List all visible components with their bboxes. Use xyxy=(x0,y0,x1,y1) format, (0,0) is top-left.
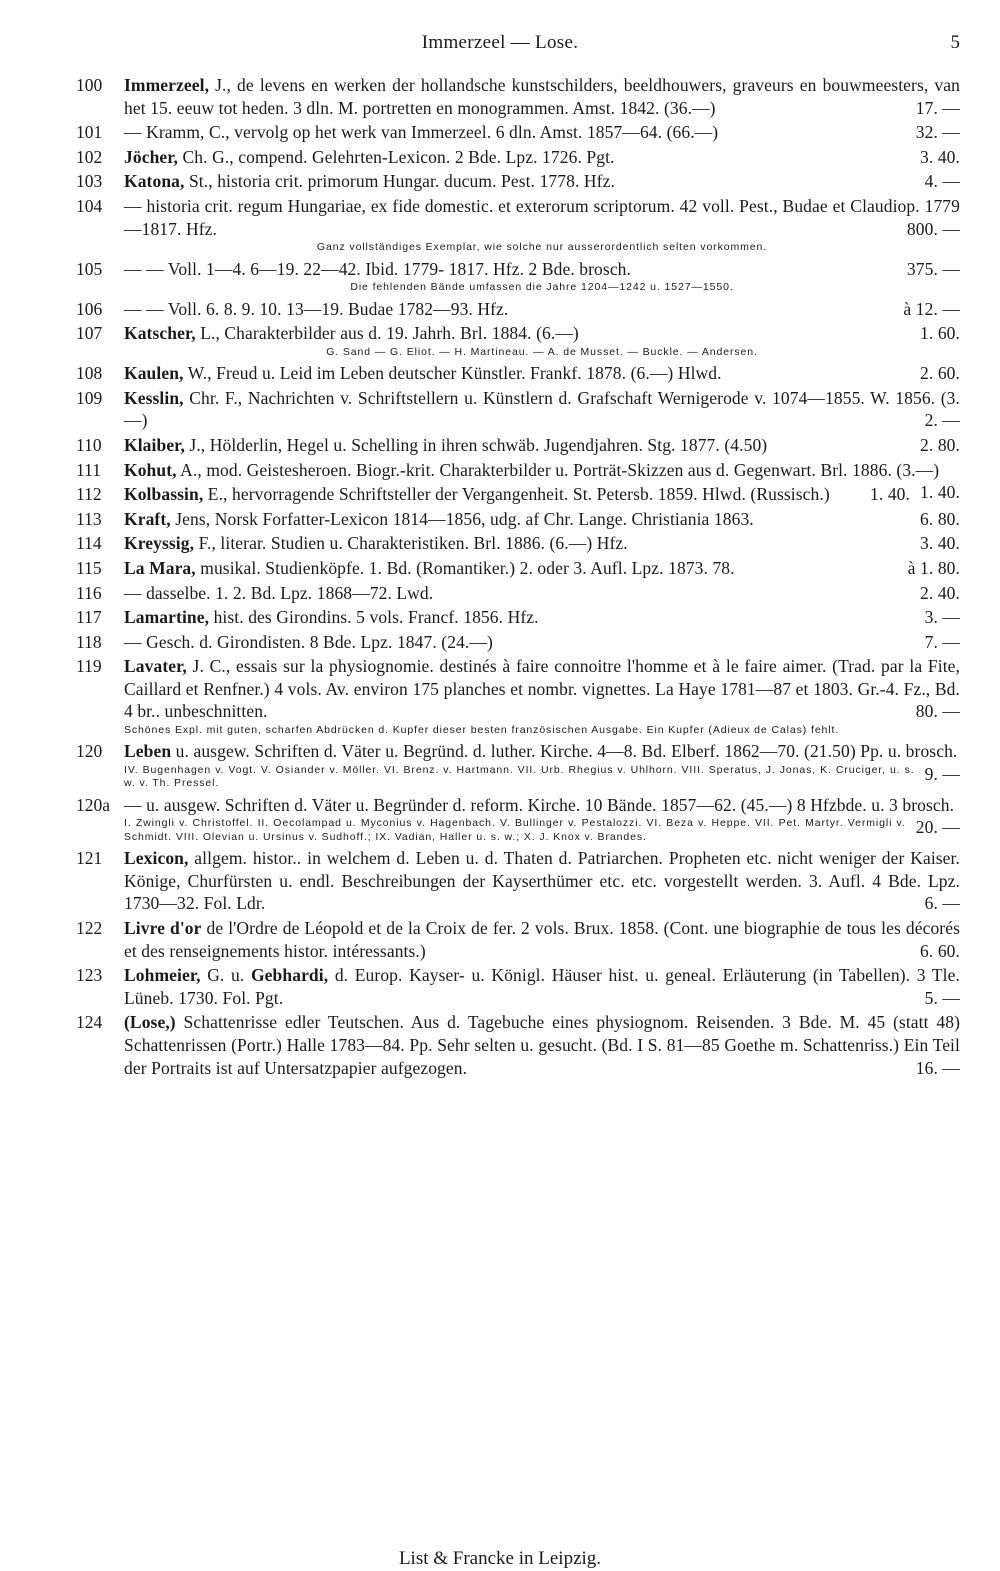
entry-author: Kohut, xyxy=(124,459,177,480)
entry-number: 100 xyxy=(76,75,103,95)
page-number: 5 xyxy=(950,32,960,53)
entry-note: Ganz vollständiges Exemplar, wie solche nur ausserordentlich selten vorkommen. xyxy=(316,241,768,254)
entry-price: 4. — xyxy=(924,171,960,192)
entry-text xyxy=(124,532,960,555)
entry-description: J., de levens en werken der hollandsche kunstschilders, beeldhouwers, graveurs en bouwmeesters, van het 15. eeuw tot heden. 3 dln. M. portretten en monogrammen. Amst. 1842. (36.—) xyxy=(124,75,960,118)
catalog-entry xyxy=(76,631,960,654)
entry-price: 17. — xyxy=(915,97,960,118)
entry-note: Schönes Expl. mit guten, scharfen Abdrücken d. Kupfer dieser besten französischen Ausgabe. Ein Kupfer (Adieux de Calas) fehlt. xyxy=(124,724,840,737)
entry-price: 2. 80. xyxy=(920,434,960,455)
entry-author: Lavater, xyxy=(124,656,187,677)
entry-author: Katscher, xyxy=(124,323,196,344)
catalog-entries xyxy=(76,74,960,1081)
entry-number: 110 xyxy=(76,434,102,455)
catalog-entry xyxy=(76,917,960,962)
entry-author: Lamartine, xyxy=(124,607,210,628)
entry-author: Lohmeier, xyxy=(124,965,201,986)
entry-author: Leben xyxy=(124,741,172,762)
entry-text xyxy=(124,258,960,281)
catalog-entry xyxy=(76,258,960,295)
entry-text xyxy=(124,508,960,531)
entry-number: 113 xyxy=(76,508,102,529)
entry-number: 105 xyxy=(76,258,103,279)
entry-author: Kolbassin, xyxy=(124,484,204,505)
entry-description: Chr. F., Nachrichten v. Schriftstellern u. Künstlern d. Grafschaft Wernigerode v. 1074—1855. W. 1856. (3.—) xyxy=(124,387,960,431)
entry-description: — — Voll. 6. 8. 9. 10. 13—19. Budae 1782—93. Hfz. xyxy=(124,298,509,319)
entry-price: 16. — xyxy=(915,1057,960,1078)
entry-author: Jöcher, xyxy=(124,146,179,167)
entry-text xyxy=(124,917,960,962)
entry-number: 118 xyxy=(76,631,102,652)
entry-number: 119 xyxy=(76,656,102,677)
entry-description: — — Voll. 1—4. 6—19. 22—42. Ibid. 1779- 1817. Hfz. 2 Bde. brosch. xyxy=(124,258,632,279)
entry-text xyxy=(124,964,960,1009)
entry-price: 2. 60. xyxy=(920,363,960,384)
entry-price: à 12. — xyxy=(903,298,960,319)
entry-author: Immerzeel, xyxy=(124,75,210,95)
catalog-entry xyxy=(76,170,960,193)
catalog-entry xyxy=(76,1011,960,1079)
entry-price: 20. — xyxy=(915,817,960,838)
entry-number: 112 xyxy=(76,484,102,505)
entry-description: L., Charakterbilder aus d. 19. Jahrh. Brl. 1884. (6.—) xyxy=(195,323,579,344)
entry-coauthor: Gebhardi, xyxy=(250,965,329,986)
entry-text xyxy=(124,387,960,432)
entry-price: 6. 60. xyxy=(920,940,960,961)
entry-text xyxy=(124,606,960,629)
catalog-entry xyxy=(76,557,960,580)
entry-price: 3. 40. xyxy=(920,146,960,167)
entry-number: 122 xyxy=(76,918,103,939)
entry-text xyxy=(124,557,960,580)
entry-text xyxy=(124,582,960,605)
entry-description: Schattenrisse edler Teutschen. Aus d. Tagebuche eines physiognom. Reisenden. 3 Bde. M. 45 (statt 48) Schattenrissen (Portr.) Halle 1783—84. Pp. Sehr selten u. gesucht. (Bd. I S. 81—85 Goethe m. Schattenriss.) Ein Teil der Portraits ist auf Untersatzpapier aufgezogen. xyxy=(124,1012,960,1078)
catalog-entry xyxy=(76,847,960,915)
entry-text xyxy=(124,298,960,321)
entry-description: de l'Ordre de Léopold et de la Croix de fer. 2 vols. Brux. 1858. (Cont. une biographie de tous les décorés et des renseignements histor. intéressants.) xyxy=(124,918,960,961)
entry-note: G. Sand — G. Eliot. — H. Martineau. — A. de Musset. — Buckle. — Andersen. xyxy=(326,345,758,358)
entry-author: Lexicon, xyxy=(124,848,189,869)
entry-number: 103 xyxy=(76,171,103,192)
catalog-entry xyxy=(76,740,960,790)
entry-author: Kreyssig, xyxy=(124,533,195,554)
entry-description: G. u. xyxy=(200,965,251,986)
entry-text xyxy=(124,170,960,193)
entry-text xyxy=(124,322,960,345)
entry-description: allgem. histor.. in welchem d. Leben u. d. Thaten d. Patriarchen. Propheten etc. nicht weniger der Kaiser. Könige, Churfürsten u. endl. Beschreibungen der Kayserthümer etc. etc. vorgestellt werden. 3. Aufl. 4 Bde. Lpz. 1730—32. Fol. Ldr. xyxy=(124,848,960,914)
entry-description-cont: d. Europ. Kayser- u. Königl. Häuser hist. u. geneal. Erläuterung (in Tabellen). 3 Tle. Lüneb. 1730. Fol. Pgt. xyxy=(124,965,960,1008)
entry-number: 109 xyxy=(76,387,103,408)
entry-number: 116 xyxy=(76,582,102,603)
entry-price: 375. — xyxy=(906,258,960,279)
catalog-entry xyxy=(76,362,960,385)
entry-description: — Kramm, C., vervolg op het werk van Immerzeel. 6 dln. Amst. 1857—64. (66.—) xyxy=(124,122,719,143)
entry-price: 2. 40. xyxy=(920,582,960,603)
entry-text xyxy=(124,362,960,385)
entry-price: 1. 40. xyxy=(920,482,960,503)
entry-price: 80. — xyxy=(915,701,960,722)
running-header xyxy=(0,32,1000,56)
entry-author: Kesslin, xyxy=(124,387,184,408)
entry-description: hist. des Girondins. 5 vols. Francf. 1856. Hfz. xyxy=(209,607,539,628)
entry-price: 5. — xyxy=(924,987,960,1008)
entry-description: W., Freud u. Leid im Leben deutscher Künstler. Frankf. 1878. (6.—) Hlwd. xyxy=(183,363,722,384)
entry-number: 114 xyxy=(76,533,102,554)
entry-price: 6. 80. xyxy=(920,508,960,529)
entry-number: 123 xyxy=(76,965,103,986)
entry-number: 107 xyxy=(76,323,103,344)
entry-number: 111 xyxy=(76,459,101,480)
entry-author: Livre d'or xyxy=(124,918,202,939)
catalog-entry xyxy=(76,582,960,605)
entry-price: 3. — xyxy=(924,607,960,628)
entry-description: A., mod. Geistesheroen. Biogr.-krit. Charakterbilder u. Porträt-Skizzen aus d. Gegenwart. Brl. 1886. (3.—) xyxy=(176,459,940,480)
catalog-entry xyxy=(76,606,960,629)
entry-description: St., historia crit. primorum Hungar. ducum. Pest. 1778. Hfz. xyxy=(184,171,615,192)
catalog-entry xyxy=(76,74,960,119)
entry-description: u. ausgew. Schriften d. Väter u. Begründ. d. luther. Kirche. 4—8. Bd. Elberf. 1862—70. (21.50) Pp. u. brosch. xyxy=(171,741,958,762)
catalog-entry xyxy=(76,964,960,1009)
entry-note: I. Zwingli v. Christoffel. II. Oecolampad u. Myconius v. Hagenbach. V. Bullinger v. Pestalozzi. VI. Beza v. Heppe. VII. Pet. Martyr. Vermigli v. Schmidt. VIII. Olevian u. Ursinus v. Sudhoff.; IX. Vadian, Haller u. s. w.; X. J. Knox v. Brandes. xyxy=(124,817,906,843)
entry-text xyxy=(124,74,960,119)
entry-price: 2. — xyxy=(924,410,960,431)
publisher-footer: List & Francke in Leipzig. xyxy=(398,1548,602,1569)
catalog-entry xyxy=(76,146,960,169)
entry-text xyxy=(124,434,960,457)
entry-text xyxy=(124,483,960,506)
entry-author: Klaiber, xyxy=(124,434,185,455)
entry-number: 102 xyxy=(76,146,103,167)
entry-text xyxy=(124,195,960,240)
entry-author: (Lose,) xyxy=(124,1012,176,1033)
entry-price: 7. — xyxy=(924,631,960,652)
entry-description: musikal. Studienköpfe. 1. Bd. (Romantiker.) 2. oder 3. Aufl. Lpz. 1873. 78. xyxy=(195,557,735,578)
entry-number: 117 xyxy=(76,607,102,628)
entry-number: 121 xyxy=(76,848,103,869)
entry-description: — Gesch. d. Girondisten. 8 Bde. Lpz. 1847. (24.—) xyxy=(124,631,493,652)
catalog-entry xyxy=(76,387,960,432)
catalog-entry xyxy=(76,322,960,359)
entry-price: 32. — xyxy=(915,122,960,143)
entry-author: Kraft, xyxy=(124,508,171,529)
entry-price: 9. — xyxy=(924,764,960,785)
entry-number: 106 xyxy=(76,298,103,319)
entry-author: La Mara, xyxy=(124,557,196,578)
page-title: Immerzeel — Lose. xyxy=(421,32,579,53)
entry-description: — historia crit. regum Hungariae, ex fide domestic. et exterorum scriptorum. 42 voll. Pest., Budae et Claudiop. 1779—1817. Hfz. xyxy=(124,195,960,239)
entry-price: 3. 40. xyxy=(920,533,960,554)
catalog-entry xyxy=(76,298,960,321)
entry-text xyxy=(124,847,960,915)
entry-description: J., Hölderlin, Hegel u. Schelling in ihren schwäb. Jugendjahren. Stg. 1877. (4.50) xyxy=(184,434,768,455)
catalog-entry xyxy=(76,121,960,144)
entry-number: 120a xyxy=(76,794,111,815)
entry-number: 104 xyxy=(76,195,103,216)
catalog-entry xyxy=(76,655,960,737)
entry-description: Jens, Norsk Forfatter-Lexicon 1814—1856, udg. af Chr. Lange. Christiania 1863. xyxy=(170,508,754,529)
entry-author: Katona, xyxy=(124,171,185,192)
entry-text xyxy=(124,631,960,654)
entry-price: à 1. 80. xyxy=(907,557,960,578)
catalog-entry xyxy=(76,794,960,844)
catalog-entry xyxy=(76,483,960,506)
entry-text xyxy=(124,655,960,723)
entry-price: 1. 40. xyxy=(870,484,911,505)
entry-text xyxy=(124,1011,960,1079)
entry-text xyxy=(124,146,960,169)
catalog-entry xyxy=(76,434,960,457)
entry-description: E., hervorragende Schriftsteller der Vergangenheit. St. Petersb. 1859. Hlwd. (Russisch.) xyxy=(203,484,830,505)
entry-number: 101 xyxy=(76,122,103,143)
entry-description: J. C., essais sur la physiognomie. destinés à faire connoitre l'homme et à le faire aimer. (Trad. par la Fite, Caillard et Renfner.) 4 vols. Av. environ 175 planches et nombr. vignettes. La Haye 1781—87 et 1803. Gr.-4. Fz., Bd. 4 br.. unbeschnitten. xyxy=(124,656,960,722)
catalog-entry xyxy=(76,195,960,255)
entry-description: — u. ausgew. Schriften d. Väter u. Begründer d. reform. Kirche. 10 Bände. 1857—62. (45.—) 8 Hfzbde. u. 3 brosch. xyxy=(124,794,955,815)
catalog-entry xyxy=(76,508,960,531)
entry-price: 6. — xyxy=(924,893,960,914)
entry-number: 120 xyxy=(76,741,103,762)
entry-number: 124 xyxy=(76,1012,103,1033)
entry-number: 115 xyxy=(76,557,102,578)
entry-note: Die fehlenden Bände umfassen die Jahre 1204—1242 u. 1527—1550. xyxy=(350,281,734,294)
entry-description: Ch. G., compend. Gelehrten-Lexicon. 2 Bde. Lpz. 1726. Pgt. xyxy=(178,146,615,167)
catalog-entry xyxy=(76,532,960,555)
entry-note: IV. Bugenhagen v. Vogt. V. Osiander v. Möller. VI. Brenz. v. Hartmann. VII. Urb. Rhegius v. Uhlhorn. VIII. Speratus, J. Jonas, K. Cruciger, u. s. w. v. Th. Pressel. xyxy=(124,764,915,790)
entry-price: 800. — xyxy=(906,218,960,239)
entry-description: — dasselbe. 1. 2. Bd. Lpz. 1868—72. Lwd. xyxy=(124,582,434,603)
entry-author: Kaulen, xyxy=(124,363,184,384)
entry-number: 108 xyxy=(76,363,103,384)
entry-text xyxy=(124,121,960,144)
entry-description: F., literar. Studien u. Charakteristiken. Brl. 1886. (6.—) Hfz. xyxy=(194,533,628,554)
entry-price: 1. 60. xyxy=(920,323,960,344)
